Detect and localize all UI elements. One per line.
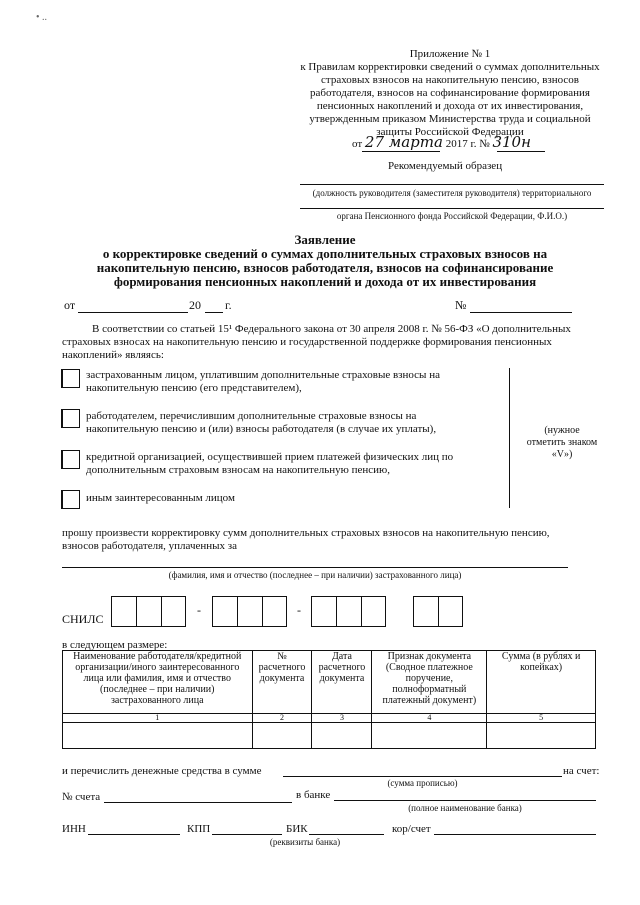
intro-line: накоплений» являясь: — [62, 349, 164, 361]
snils-separator: - — [197, 603, 201, 617]
snils-group-2[interactable] — [212, 596, 287, 627]
size-label: в следующем размере: — [62, 639, 168, 651]
cell-doc-date[interactable] — [312, 723, 372, 749]
option-credit-org — [86, 451, 501, 477]
request-line: взносов работодателя, уплаченных за — [62, 540, 238, 552]
option-checkbox-employer[interactable] — [61, 409, 80, 428]
date-underline — [362, 151, 440, 152]
addressee-caption-1: (должность руководителя (заместителя руководителя) территориального — [312, 188, 592, 198]
date-day-line[interactable] — [78, 312, 188, 313]
kpp-line[interactable] — [212, 834, 282, 835]
option-checkbox-credit-org[interactable] — [61, 450, 80, 469]
col-number: 4 — [372, 714, 487, 723]
appendix-line: работодателя, взносов на софинансирование формирования — [310, 87, 590, 99]
note-separator — [509, 368, 510, 508]
fio-caption: (фамилия, имя и отчество (последнее – при наличии) застрахованного лица) — [168, 570, 462, 580]
title-line: формирования пенсионных накоплений и дохода от их инвестирования — [113, 274, 537, 289]
option-insured — [86, 369, 496, 395]
note-line: (нужное — [544, 425, 580, 436]
addressee-line-1 — [300, 184, 604, 185]
table-number-row — [63, 714, 596, 723]
col-number: 5 — [487, 714, 596, 723]
bik-label: БИК — [286, 823, 308, 835]
option-text: застрахованным лицом, уплатившим дополнительные страховые взносы на — [86, 369, 440, 381]
amount-words-line[interactable] — [283, 776, 562, 777]
cell-doc-type[interactable] — [372, 723, 487, 749]
col-number: 2 — [252, 714, 312, 723]
snils-group-1[interactable] — [111, 596, 186, 627]
intro-line: страховых взносах на накопительную пенсию и государственной поддержке формирования пенсионных — [62, 336, 552, 348]
intro-paragraph — [62, 323, 622, 362]
option-checkbox-other[interactable] — [61, 490, 80, 509]
snils-separator: - — [297, 603, 301, 617]
corr-account-label: кор/счет — [392, 823, 431, 835]
transfer-text: и перечислить денежные средства в сумме — [62, 765, 262, 777]
amount-words-caption: (сумма прописью) — [387, 778, 458, 788]
inn-line[interactable] — [88, 834, 180, 835]
col-number: 3 — [312, 714, 372, 723]
title-heading: Заявление — [294, 232, 356, 247]
bank-label: в банке — [296, 789, 331, 801]
table-row — [63, 723, 596, 749]
date-year-line[interactable] — [205, 312, 223, 313]
date-year-label: 20 — [189, 298, 201, 312]
cell-doc-number[interactable] — [252, 723, 312, 749]
snils-label: СНИЛС — [62, 612, 104, 626]
appendix-line: страховых взносов на накопительную пенсию, взносов — [321, 74, 579, 86]
note-line: отметить знаком — [526, 437, 598, 448]
date-g-label: г. — [225, 298, 232, 312]
header-organization: Наименование работодателя/кредитной организации/иного заинтересованного лица или фамилия, имя и отчество (последнее – при наличии) застрахованного лица — [63, 651, 253, 714]
check-note — [514, 425, 610, 461]
option-text: иным заинтересованным лицом — [86, 492, 235, 504]
intro-line: В соответствии со статьей 15¹ Федерального закона от 30 апреля 2008 г. № 56-ФЗ «О дополнительных — [92, 323, 571, 335]
header-doc-type: Признак документа (Сводное платежное поручение, полноформатный платежный документ) — [372, 651, 487, 714]
option-employer — [86, 410, 496, 436]
header-doc-date: Дата расчетного документа — [312, 651, 372, 714]
option-checkbox-insured[interactable] — [61, 369, 80, 388]
option-text: дополнительным страховым взносам на накопительную пенсию, — [86, 464, 390, 476]
kpp-label: КПП — [187, 823, 211, 835]
addressee-line-2 — [300, 208, 604, 209]
to-account-label: на счет: — [563, 765, 600, 777]
date-prefix: от — [352, 138, 363, 150]
contributions-table — [62, 650, 596, 749]
account-number-line[interactable] — [104, 802, 292, 803]
appendix-line: к Правилам корректировки сведений о суммах дополнительных — [300, 61, 600, 73]
table-header-row — [63, 651, 596, 714]
cell-organization[interactable] — [63, 723, 253, 749]
document-title — [40, 233, 610, 289]
appendix-line: Приложение № 1 — [409, 48, 491, 60]
cell-amount[interactable] — [487, 723, 596, 749]
corr-account-line[interactable] — [434, 834, 596, 835]
number-underline — [497, 151, 545, 152]
title-line: накопительную пенсию, взносов работодателя, взносов на софинансирование — [96, 260, 554, 275]
title-line: о корректировке сведений о суммах дополнительных страховых взносов на — [102, 246, 548, 261]
bank-name-caption: (полное наименование банка) — [408, 803, 522, 813]
appendix-line: пенсионных накоплений и дохода от их инвестирования, — [316, 100, 584, 112]
request-paragraph — [62, 527, 632, 553]
bank-name-line[interactable] — [334, 800, 596, 801]
request-line: прошу произвести корректировку сумм дополнительных страховых взносов на накопительную пенсию, — [62, 527, 550, 539]
appendix-line: защиты Российской Федерации — [376, 126, 524, 138]
appendix-line: утвержденным приказом Министерства труда и социальной — [309, 113, 591, 125]
corner-mark: • .. — [36, 12, 48, 23]
handwritten-date: 27 марта — [364, 133, 443, 151]
doc-number-label: № — [455, 298, 467, 312]
addressee-caption-2: органа Пенсионного фонда Российской Федерации, Ф.И.О.) — [336, 211, 568, 221]
note-line: «V») — [551, 449, 573, 460]
option-other — [86, 492, 496, 505]
requisites-caption: (реквизиты банка) — [269, 837, 341, 847]
header-doc-number: № расчетного документа — [252, 651, 312, 714]
date-year: 2017 г. № — [445, 138, 490, 150]
fio-input-line[interactable] — [62, 567, 568, 568]
option-text: кредитной организацией, осуществившей прием платежей физических лиц по — [86, 451, 454, 463]
option-text: работодателем, перечислившим дополнительные страховые взносы на — [86, 410, 417, 422]
inn-label: ИНН — [62, 823, 86, 835]
doc-number-line[interactable] — [470, 312, 572, 313]
account-label: № счета — [62, 791, 101, 803]
col-number: 1 — [63, 714, 253, 723]
handwritten-number: 310н — [492, 133, 531, 151]
snils-group-3[interactable] — [311, 596, 386, 627]
date-from-label: от — [64, 298, 76, 312]
option-text: накопительную пенсию (его представителем), — [86, 382, 302, 394]
option-text: накопительную пенсию и (или) взносы работодателя (в случае их уплаты), — [86, 423, 437, 435]
appendix-block — [300, 48, 600, 139]
recommended-label: Рекомендуемый образец — [388, 160, 503, 172]
appendix-date-row — [352, 133, 531, 151]
header-amount: Сумма (в рублях и копейках) — [487, 651, 596, 714]
bik-line[interactable] — [309, 834, 384, 835]
